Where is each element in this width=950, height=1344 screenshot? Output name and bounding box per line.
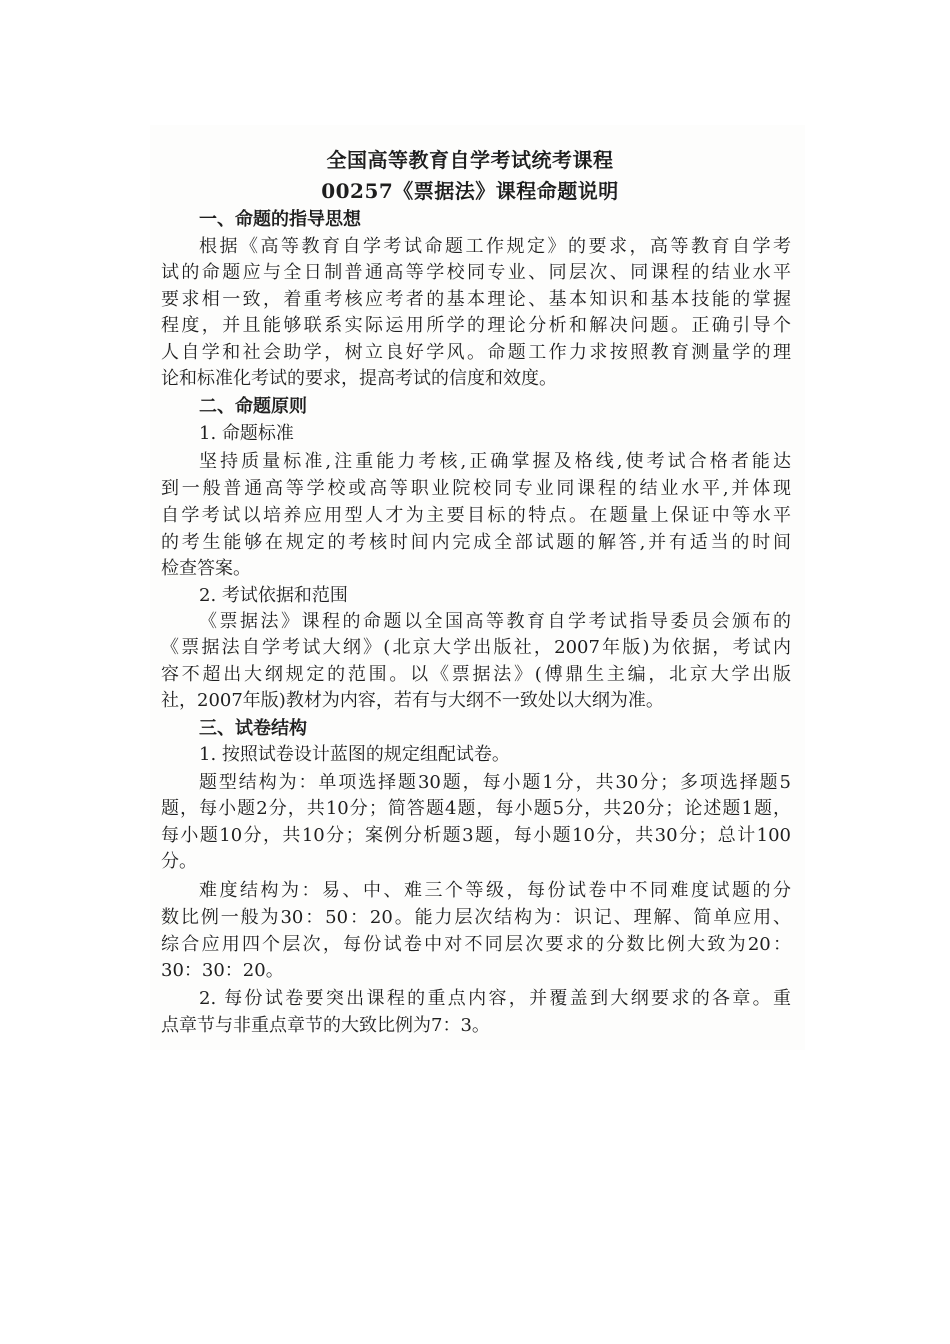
document-title: 全国高等教育自学考试统考课程 [326, 148, 614, 172]
paragraph-line: 数比例一般为30：50：20。能力层次结构为：识记、理解、简单应用、 [161, 907, 791, 928]
paragraph-line: 题，每小题2分，共10分；简答题4题，每小题5分，共20分；论述题1题， [161, 798, 791, 819]
paragraph-line: 《票据法自学考试大纲》(北京大学出版社，2007年版)为依据，考试内 [161, 637, 791, 658]
paragraph-line: 30：30：20。 [161, 960, 284, 981]
paragraph-line: 自学考试以培养应用型人才为主要目标的特点。在题量上保证中等水平 [161, 505, 791, 526]
paragraph-line: 的考生能够在规定的考核时间内完成全部试题的解答,并有适当的时间 [161, 532, 791, 553]
paragraph-line: 人自学和社会助学，树立良好学风。命题工作力求按照教育测量学的理 [161, 342, 791, 363]
paragraph-line: 分。 [161, 851, 197, 872]
paragraph-line: 检查答案。 [161, 558, 251, 579]
section-heading-principles: 二、命题原则 [199, 396, 307, 417]
paragraph-line: 程度，并且能够联系实际运用所学的理论分析和解决问题。正确引导个 [161, 315, 791, 336]
document-subtitle: 00257《票据法》课程命题说明 [321, 179, 619, 203]
paragraph-line: 论和标准化考试的要求，提高考试的信度和效度。 [161, 368, 557, 389]
paragraph-line: 坚持质量标准,注重能力考核,正确掌握及格线,使考试合格者能达 [199, 451, 791, 472]
paragraph-line: 点章节与非重点章节的大致比例为7：3。 [161, 1015, 490, 1036]
list-item: 1. 按照试卷设计蓝图的规定组配试卷。 [199, 744, 510, 765]
section-heading-guiding-ideas: 一、命题的指导思想 [199, 209, 361, 230]
paragraph-line: 难度结构为：易、中、难三个等级，每份试卷中不同难度试题的分 [199, 880, 791, 901]
paragraph-line: 社，2007年版)教材为内容，若有与大纲不一致处以大纲为准。 [161, 690, 664, 711]
paragraph-line: 2. 每份试卷要突出课程的重点内容，并覆盖到大纲要求的各章。重 [199, 988, 791, 1009]
paragraph-line: 容不超出大纲规定的范围。以《票据法》(傅鼎生主编，北京大学出版 [161, 664, 791, 685]
paragraph-line: 根据《高等教育自学考试命题工作规定》的要求，高等教育自学考 [199, 236, 791, 257]
paragraph-line: 《票据法》课程的命题以全国高等教育自学考试指导委员会颁布的 [199, 611, 791, 632]
paragraph-line: 每小题10分，共10分；案例分析题3题，每小题10分，共30分；总计100 [161, 825, 791, 846]
paragraph-line: 试的命题应与全日制普通高等学校同专业、同层次、同课程的结业水平 [161, 262, 791, 283]
paragraph-line: 到一般普通高等学校或高等职业院校同专业同课程的结业水平,并体现 [161, 478, 791, 499]
paragraph-line: 要求相一致，着重考核应考者的基本理论、基本知识和基本技能的掌握 [161, 289, 791, 310]
subsection-heading-standard: 1. 命题标准 [199, 423, 294, 444]
paragraph-line: 题型结构为：单项选择题30题，每小题1分，共30分；多项选择题5 [199, 772, 791, 793]
section-heading-paper-structure: 三、试卷结构 [199, 718, 307, 739]
paragraph-line: 综合应用四个层次，每份试卷中对不同层次要求的分数比例大致为20： [161, 934, 791, 955]
subsection-heading-basis-scope: 2. 考试依据和范围 [199, 585, 348, 606]
